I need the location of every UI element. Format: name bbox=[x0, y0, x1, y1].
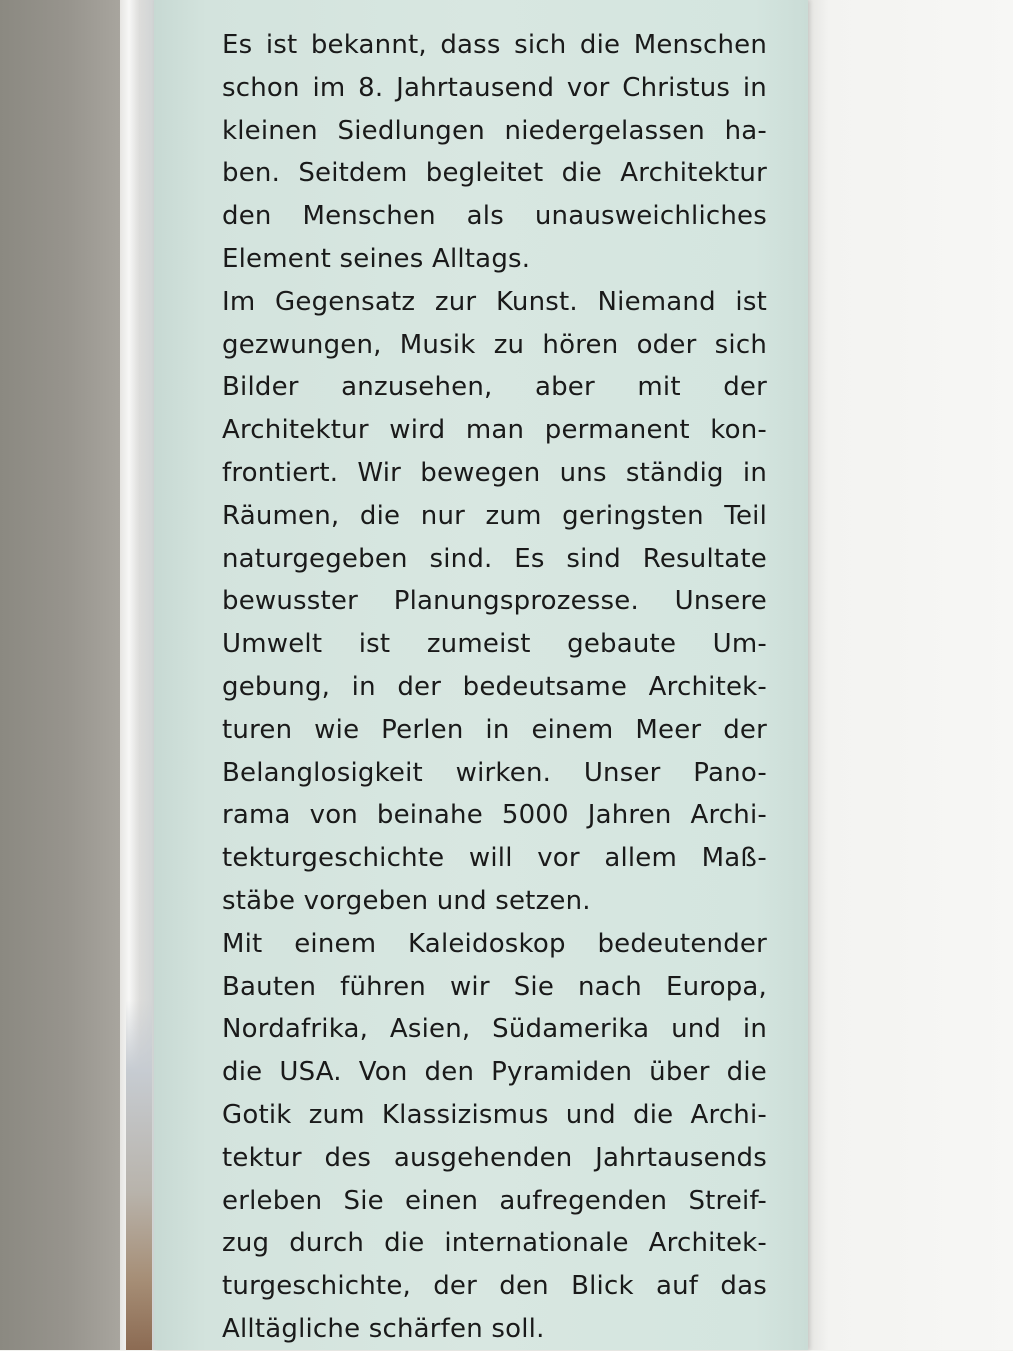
text-line: Alltägliche schärfen soll. bbox=[222, 1313, 545, 1344]
background-right-surface bbox=[808, 0, 1013, 1350]
text-line: tekturgeschichte will vor allem Maß- bbox=[222, 843, 767, 874]
text-line: Mit einem Kaleidoskop bedeutender bbox=[222, 928, 767, 959]
text-line: schon im 8. Jahrtausend vor Christus in bbox=[222, 72, 767, 103]
paragraph-3 bbox=[222, 923, 767, 1351]
text-line: ben. Seitdem begleitet die Architektur bbox=[222, 158, 767, 189]
text-line: kleinen Siedlungen niedergelassen ha- bbox=[222, 115, 767, 146]
cover-photo-strip bbox=[126, 1000, 152, 1350]
flap-text bbox=[222, 24, 767, 1351]
text-line: turgeschichte, der den Blick auf das bbox=[222, 1271, 767, 1302]
text-line: bewusster Planungsprozesse. Unsere bbox=[222, 586, 767, 617]
text-line: erleben Sie einen aufregenden Streif- bbox=[222, 1185, 767, 1216]
text-line: zug durch die internationale Architek- bbox=[222, 1228, 767, 1259]
text-line: Gotik zum Klassizismus und die Archi- bbox=[222, 1099, 767, 1130]
text-line: gebung, in der bedeutsame Architek- bbox=[222, 671, 767, 702]
text-line: Architektur wird man permanent kon- bbox=[222, 415, 767, 446]
text-line: tektur des ausgehenden Jahrtausends bbox=[222, 1142, 767, 1173]
text-line: Es ist bekannt, dass sich die Menschen bbox=[222, 30, 767, 60]
text-line: Nordafrika, Asien, Südamerika und in bbox=[222, 1014, 767, 1045]
text-line: turen wie Perlen in einem Meer der bbox=[222, 714, 767, 745]
text-line: Belanglosigkeit wirken. Unser Pano- bbox=[222, 757, 767, 788]
text-line: rama von beinahe 5000 Jahren Archi- bbox=[222, 800, 767, 831]
text-line: frontiert. Wir bewegen uns ständig in bbox=[222, 457, 767, 488]
text-line: Räumen, die nur zum geringsten Teil bbox=[222, 500, 767, 531]
text-line: Element seines Alltags. bbox=[222, 243, 531, 274]
text-line: Bilder anzusehen, aber mit der bbox=[222, 372, 767, 403]
text-line: Bauten führen wir Sie nach Europa, bbox=[222, 971, 767, 1002]
text-line: die USA. Von den Pyramiden über die bbox=[222, 1057, 767, 1088]
text-line: naturgegeben sind. Es sind Resultate bbox=[222, 543, 767, 574]
text-line: stäbe vorgeben und setzen. bbox=[222, 885, 591, 916]
text-line: Im Gegensatz zur Kunst. Niemand ist bbox=[222, 286, 767, 317]
paragraph-1 bbox=[222, 24, 767, 281]
text-line: Umwelt ist zumeist gebaute Um- bbox=[222, 629, 767, 660]
text-line: den Menschen als unausweichliches bbox=[222, 201, 767, 232]
text-line: gezwungen, Musik zu hören oder sich bbox=[222, 329, 767, 360]
paragraph-2 bbox=[222, 281, 767, 923]
